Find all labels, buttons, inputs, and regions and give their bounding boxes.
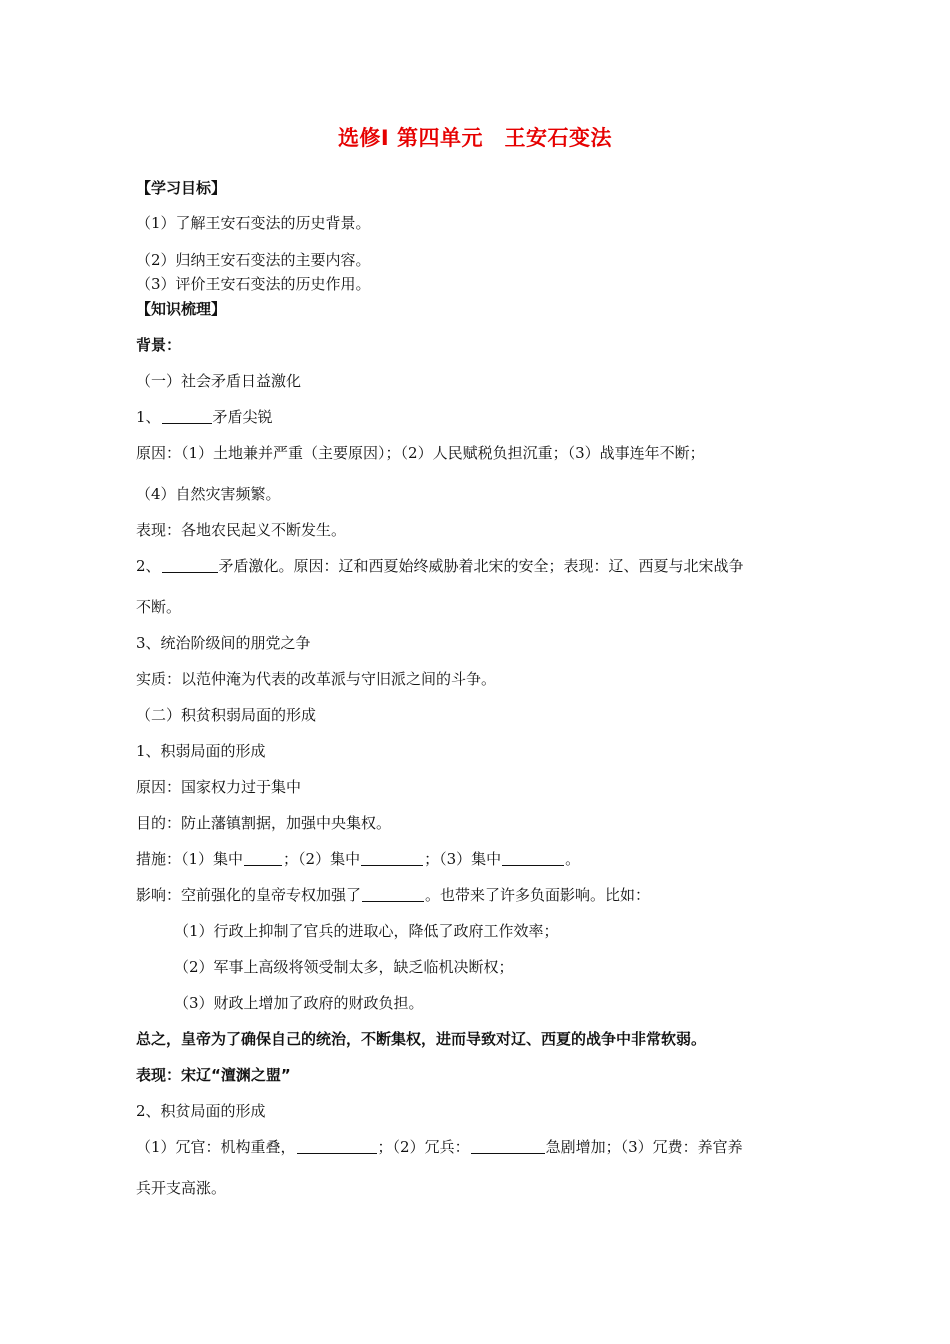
poor-heading: 2、积贫局面的形成 (136, 1102, 266, 1120)
page-title: 选修Ⅰ 第四单元 王安石变法 (337, 126, 613, 150)
fill-blank[interactable] (244, 851, 282, 866)
item-2-continued: 不断。 (136, 598, 182, 616)
measures-sep-2: ；（3）集中 (424, 850, 502, 868)
impact-item-3: （3）财政上增加了政府的财政负担。 (174, 994, 424, 1012)
poor-b: ；（2）冗兵： (377, 1138, 470, 1156)
fill-blank[interactable] (362, 887, 424, 902)
impact-item-1: （1）行政上抑制了官兵的进取心，降低了政府工作效率； (174, 922, 559, 940)
section-1-heading: （一）社会矛盾日益激化 (136, 372, 302, 390)
item-2 (136, 556, 744, 576)
fill-blank[interactable] (162, 409, 212, 424)
item-3: 3、统治阶级间的朋党之争 (136, 634, 311, 652)
poor-continued: 兵开支高涨。 (136, 1179, 227, 1197)
impact-rest: 。也带来了许多负面影响。比如： (425, 886, 651, 904)
impact-line (136, 885, 650, 905)
goal-item-3: （3）评价王安石变法的历史作用。 (136, 275, 371, 293)
fill-blank[interactable] (361, 851, 423, 866)
background-label: 背景： (136, 336, 182, 354)
goal-item-2: （2）归纳王安石变法的主要内容。 (136, 251, 371, 269)
section-2-heading: （二）积贫积弱局面的形成 (136, 706, 317, 724)
performance-2: 表现：宋辽“澶渊之盟” (136, 1066, 291, 1084)
poor-a: （1）冗官：机构重叠， (136, 1138, 296, 1156)
weak-heading: 1、积弱局面的形成 (136, 742, 266, 760)
item-2-text: 矛盾激化。原因：辽和西夏始终威胁着北宋的安全；表现：辽、西夏与北宋战争 (218, 557, 744, 575)
essence: 实质：以范仲淹为代表的改革派与守旧派之间的斗争。 (136, 670, 497, 688)
measures-label: 措施：（1）集中 (136, 850, 244, 868)
item-1-number: 1、 (136, 408, 161, 426)
weak-cause: 原因：国家权力过于集中 (136, 778, 302, 796)
fill-blank[interactable] (297, 1139, 377, 1154)
cause-line-2: （4）自然灾害频繁。 (136, 485, 281, 503)
item-1 (136, 407, 273, 427)
poor-c: 急剧增加；（3）冗费：养官养 (545, 1138, 743, 1156)
goals-heading: 【学习目标】 (136, 179, 227, 197)
cause-line-1: 原因：（1）土地兼并严重（主要原因）；（2）人民赋税负担沉重；（3）战事连年不断； (136, 444, 705, 462)
fill-blank[interactable] (471, 1139, 545, 1154)
measures-end: 。 (565, 850, 581, 868)
performance-1: 表现：各地农民起义不断发生。 (136, 521, 347, 539)
weak-goal: 目的：防止藩镇割据，加强中央集权。 (136, 814, 392, 832)
poor-line (136, 1137, 743, 1157)
measures-line (136, 849, 580, 869)
item-1-text: 矛盾尖锐 (212, 408, 273, 426)
measures-sep-1: ；（2）集中 (283, 850, 361, 868)
goal-item-1: （1）了解王安石变法的历史背景。 (136, 214, 371, 232)
summary: 总之，皇帝为了确保自己的统治，不断集权，进而导致对辽、西夏的战争中非常软弱。 (136, 1030, 707, 1048)
impact-item-2: （2）军事上高级将领受制太多，缺乏临机决断权； (174, 958, 514, 976)
fill-blank[interactable] (502, 851, 564, 866)
impact-label: 影响：空前强化的皇帝专权加强了 (136, 886, 362, 904)
knowledge-heading: 【知识梳理】 (136, 300, 227, 318)
item-2-number: 2、 (136, 557, 161, 575)
fill-blank[interactable] (162, 558, 218, 573)
